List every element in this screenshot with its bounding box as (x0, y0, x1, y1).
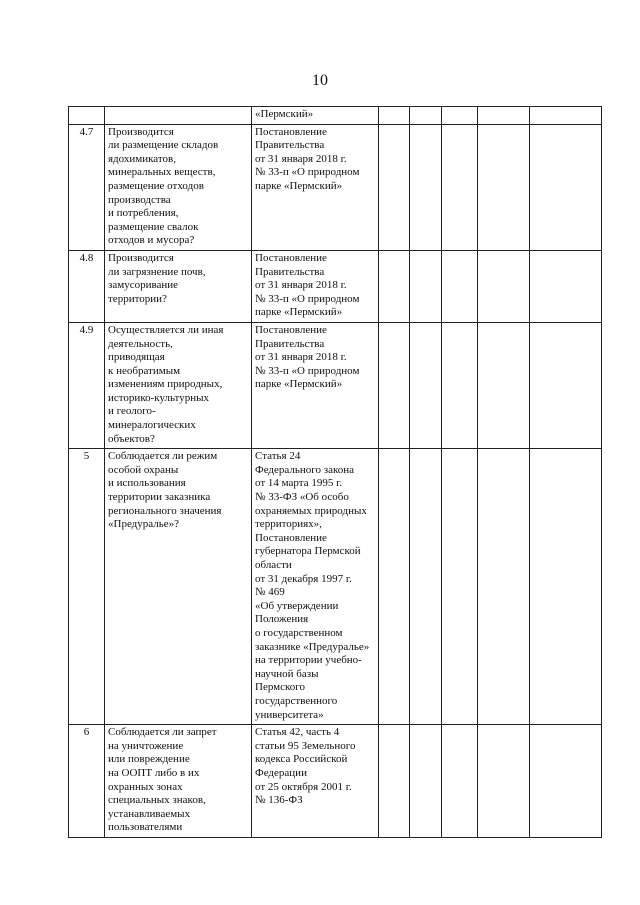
legal-basis-cell: Статья 42, часть 4 статьи 95 Земельного кодекса Российской Федерации от 25 октября 2001 г. № 136-ФЗ (252, 725, 379, 838)
page-number: 10 (312, 72, 328, 89)
answer-yes-cell (379, 725, 410, 838)
note-cell (530, 725, 602, 838)
answer-not-applicable-cell (442, 322, 478, 448)
note-cell (530, 124, 602, 250)
legal-basis-cell: Постановление Правительства от 31 января 2018 г. № 33-п «О природном парке «Пермский» (252, 124, 379, 250)
note-cell (530, 449, 602, 725)
question-cell: Соблюдается ли запрет на уничтожение или повреждение на ООПТ либо в их охранных зонах специальных знаков, устанавливаемых пользователями (105, 725, 252, 838)
answer-not-applicable-cell (442, 449, 478, 725)
answer-yes-cell (379, 250, 410, 322)
item-number-cell: 6 (69, 725, 105, 838)
table-row (69, 250, 602, 322)
answer-not-applicable-cell (442, 725, 478, 838)
question-cell: Осуществляется ли иная деятельность, приводящая к необратимым изменениям природных, историко-культурных и геолого- минералогических объектов? (105, 322, 252, 448)
question-cell: Соблюдается ли режим особой охраны и использования территории заказника регионального значения «Предуралье»? (105, 449, 252, 725)
table-row (69, 124, 602, 250)
note-cell (530, 250, 602, 322)
question-cell (105, 107, 252, 125)
answer-cell (478, 449, 530, 725)
answer-yes-cell (379, 124, 410, 250)
answer-not-applicable-cell (442, 250, 478, 322)
answer-yes-cell (379, 322, 410, 448)
answer-not-applicable-cell (442, 124, 478, 250)
question-cell: Производится ли размещение складов ядохимикатов, минеральных веществ, размещение отходов производства и потребления, размещение свалок отходов и мусора? (105, 124, 252, 250)
item-number-cell: 4.8 (69, 250, 105, 322)
answer-cell (478, 725, 530, 838)
item-number-cell (69, 107, 105, 125)
answer-cell (478, 250, 530, 322)
checklist-table (68, 106, 602, 838)
note-cell (530, 107, 602, 125)
answer-not-applicable-cell (442, 107, 478, 125)
answer-no-cell (410, 725, 442, 838)
legal-basis-cell: Статья 24 Федерального закона от 14 марта 1995 г. № 33-ФЗ «Об особо охраняемых природных территориях», Постановление губернатора Пермской области от 31 декабря 1997 г. № 469 «Об утверждении Положения о государственном заказнике «Предуралье» на территории учебно- научной базы Пермского государственного университета» (252, 449, 379, 725)
answer-no-cell (410, 124, 442, 250)
table-row-continuation (69, 107, 602, 125)
item-number-cell: 4.9 (69, 322, 105, 448)
legal-basis-cell: «Пермский» (252, 107, 379, 125)
note-cell (530, 322, 602, 448)
item-number-cell: 5 (69, 449, 105, 725)
table-row (69, 449, 602, 725)
item-number-cell: 4.7 (69, 124, 105, 250)
legal-basis-cell: Постановление Правительства от 31 января 2018 г. № 33-п «О природном парке «Пермский» (252, 250, 379, 322)
answer-cell (478, 107, 530, 125)
answer-no-cell (410, 322, 442, 448)
question-cell: Производится ли загрязнение почв, замусоривание территории? (105, 250, 252, 322)
answer-no-cell (410, 449, 442, 725)
answer-yes-cell (379, 107, 410, 125)
answer-yes-cell (379, 449, 410, 725)
answer-cell (478, 124, 530, 250)
answer-cell (478, 322, 530, 448)
answer-no-cell (410, 107, 442, 125)
table-row (69, 725, 602, 838)
legal-basis-cell: Постановление Правительства от 31 января 2018 г. № 33-п «О природном парке «Пермский» (252, 322, 379, 448)
answer-no-cell (410, 250, 442, 322)
table-row (69, 322, 602, 448)
